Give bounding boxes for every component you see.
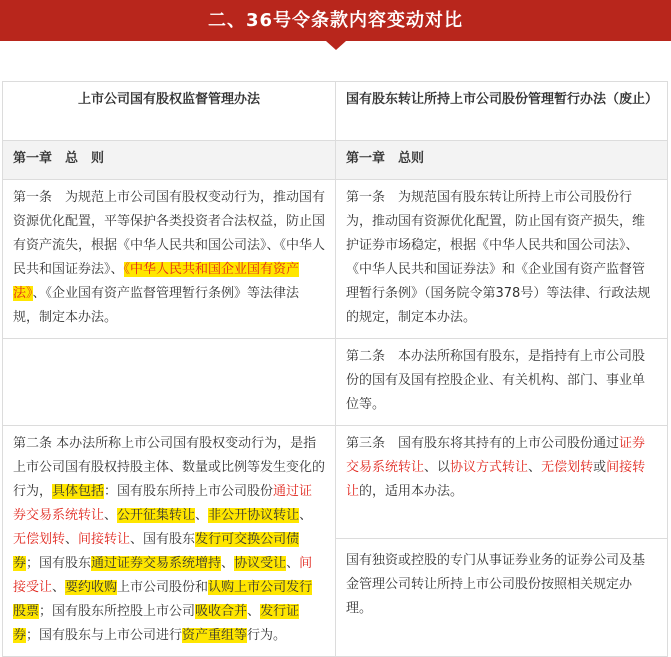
highlight-run: 具体包括 xyxy=(52,484,105,499)
red-run: 无偿划转 xyxy=(13,532,66,547)
left-empty-cell xyxy=(3,339,336,426)
text-run: 第一条 为规范上市公司国有股权变动行为，推动国有资源优化配置，平等保护各类投资者合法权益，防止国有资产流失，根据《中华人民共和国公司法》、《中华人民共和国证券法》、 xyxy=(13,190,326,277)
left-column-header: 上市公司国有股权监督管理办法 xyxy=(3,82,336,141)
section-title: 二、36号令条款内容变动对比 xyxy=(207,10,464,31)
red-run: 证券交易系统转让 xyxy=(346,436,646,475)
red-run: 协议方式转让 xyxy=(450,460,529,475)
comparison-table xyxy=(2,81,668,657)
highlight-run: 资产重组等 xyxy=(182,628,248,643)
highlight-run: 要约收购 xyxy=(65,580,118,595)
article-2-row xyxy=(3,339,668,426)
banner-pointer xyxy=(326,41,346,50)
right-article-1: 第一条 为规范国有股东转让所持上市公司股份行为，推动国有资源优化配置，防止国有资产损失，维护证券市场稳定，根据《中华人民共和国公司法》、《中华人民共和国证券法》和《企业国有资产监督管理暂行条例》（国务院令第378号）等法律、行政法规的规定，制定本办法。 xyxy=(336,180,668,339)
right-note: 国有独资或控股的专门从事证券业务的证券公司及基金管理公司转让所持上市公司股份按照相关规定办理。 xyxy=(336,539,668,657)
right-column-header: 国有股东转让所持上市公司股份管理暂行办法（废止） xyxy=(336,82,668,141)
text-run: 、《企业国有资产监督管理暂行条例》等法律法规，制定本办法。 xyxy=(13,286,300,325)
highlight-run: 协议受让 xyxy=(234,556,287,571)
header-row xyxy=(3,82,668,141)
highlight-run: 《中华人民共和国企业国有资产法》 xyxy=(13,262,300,301)
red-run: 无偿划转 xyxy=(541,460,594,475)
red-run: 通过证券交易系统转让 xyxy=(13,484,313,523)
article-scope-row xyxy=(3,426,668,539)
left-article-2: 第二条 本办法所称上市公司国有股权变动行为，是指上市公司国有股权持股主体、数量或比例等发生变化的行为，具体包括：国有股东所持上市公司股份通过证券交易系统转让、公开征集转让、非公开协议转让、无偿划转、间接转让、国有股东发行可交换公司债券；国有股东通过证券交易系统增持、协议受让、间接受让、要约收购上市公司股份和认购上市公司发行股票；国有股东所控股上市公司吸收合并、发行证券；国有股东与上市公司进行资产重组等行为。 xyxy=(3,426,336,657)
highlight-run: 发行证券 xyxy=(13,604,300,643)
red-run: 间接转让 xyxy=(78,532,131,547)
right-article-3: 第三条 国有股东将其持有的上市公司股份通过证券交易系统转让、以协议方式转让、无偿划转或间接转让的，适用本办法。 xyxy=(336,426,668,539)
highlight-run: 吸收合并 xyxy=(195,604,248,619)
highlight-run: 通过证券交易系统增持 xyxy=(91,556,222,571)
article-1-row xyxy=(3,180,668,339)
right-article-2: 第二条 本办法所称国有股东，是指持有上市公司股份的国有及国有控股企业、有关机构、部门、事业单位等。 xyxy=(336,339,668,426)
right-chapter-heading: 第一章 总则 xyxy=(336,141,668,180)
red-run: 间接受让 xyxy=(13,556,313,595)
left-chapter-heading: 第一章 总 则 xyxy=(3,141,336,180)
highlight-run: 公开征集转让 xyxy=(117,508,196,523)
chapter-row xyxy=(3,141,668,180)
highlight-run: 发行可交换公司债券 xyxy=(13,532,300,571)
red-run: 间接转让 xyxy=(346,460,646,499)
left-article-1 xyxy=(3,180,336,339)
highlight-run: 认购上市公司发行股票 xyxy=(13,580,313,619)
highlight-run: 非公开协议转让 xyxy=(208,508,300,523)
